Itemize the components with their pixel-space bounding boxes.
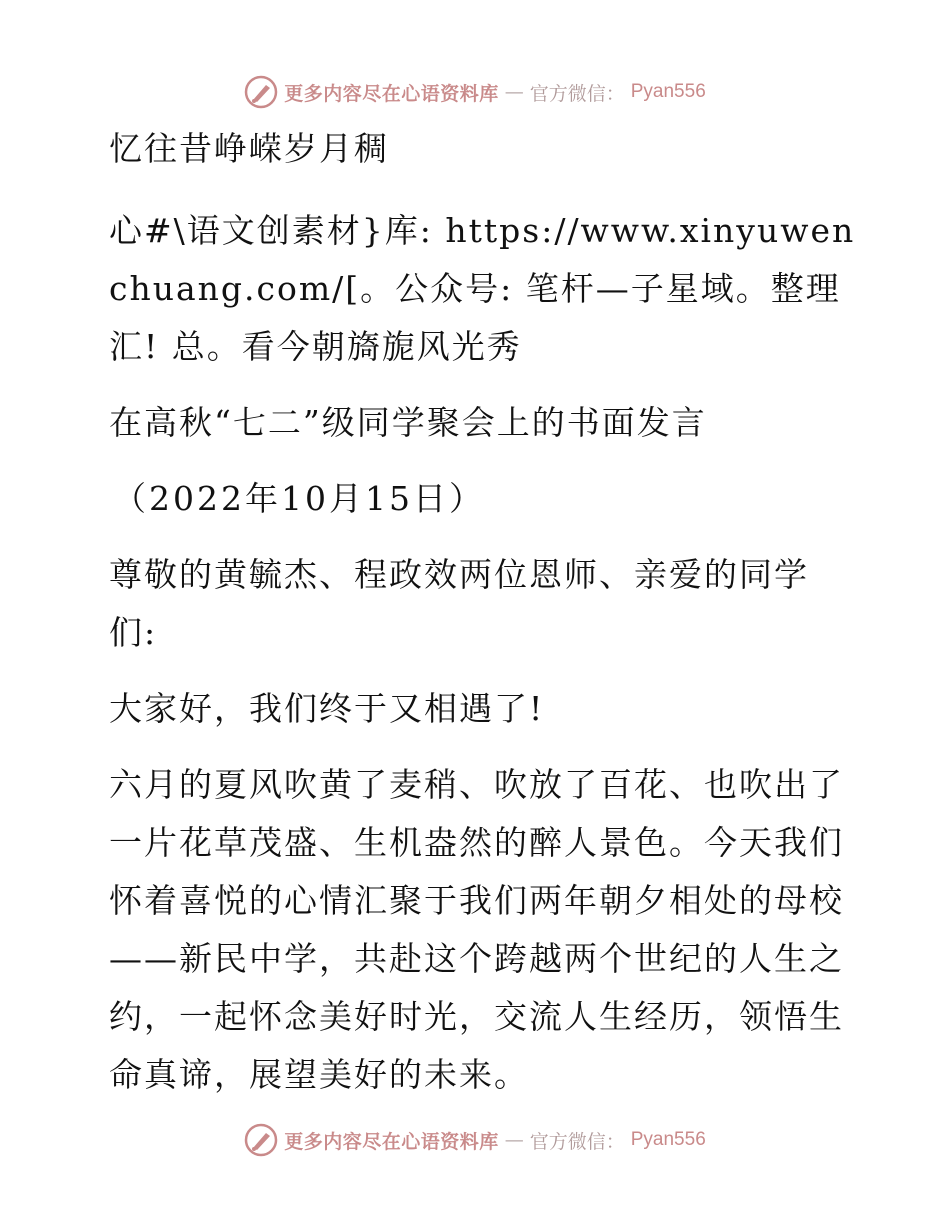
header-banner-wechat-label: 官方微信： — [529, 82, 625, 105]
quill-pen-logo-icon — [244, 1123, 278, 1157]
footer-banner — [0, 1120, 950, 1160]
document-heading: 忆往昔峥嵘岁月稠 — [109, 129, 389, 168]
header-banner-content — [244, 75, 706, 109]
footer-banner-content — [244, 1123, 706, 1157]
speech-subtitle: 在高秋“七二”级同学聚会上的书面发言 — [109, 403, 707, 442]
footer-banner-text: 更多内容尽在心语资料库 — [284, 1130, 499, 1153]
header-banner — [0, 72, 950, 112]
document-body — [97, 120, 857, 1122]
quill-pen-logo-icon — [244, 75, 278, 109]
header-banner-separator: — — [504, 81, 524, 103]
salutation: 尊敬的黄毓杰、程政效两位恩师、亲爱的同学们: — [109, 555, 809, 652]
header-banner-text: 更多内容尽在心语资料库 — [284, 82, 499, 105]
footer-banner-separator: — — [504, 1129, 524, 1151]
speech-date: （2022年10月15日） — [113, 479, 485, 518]
source-line: 心#\语文创素材}库: https://www.xinyuwenchuang.com/[。公众号: 笔杆—子星域。整理汇! 总。看今朝旖旎风光秀 — [109, 211, 856, 366]
paragraph-1: 六月的夏风吹黄了麦稍、吹放了百花、也吹出了一片花草茂盛、生机盎然的醉人景色。今天我们怀着喜悦的心情汇聚于我们两年朝夕相处的母校——新民中学，共赴这个跨越两个世纪的人生之约，一起怀念美好时光，交流人生经历，领悟生命真谛，展望美好的未来。 — [109, 765, 844, 1094]
header-banner-wechat-id: Pyan556 — [630, 81, 706, 102]
footer-banner-wechat-label: 官方微信： — [529, 1130, 625, 1153]
footer-banner-wechat-id: Pyan556 — [630, 1129, 706, 1150]
greeting: 大家好，我们终于又相遇了! — [109, 689, 545, 728]
